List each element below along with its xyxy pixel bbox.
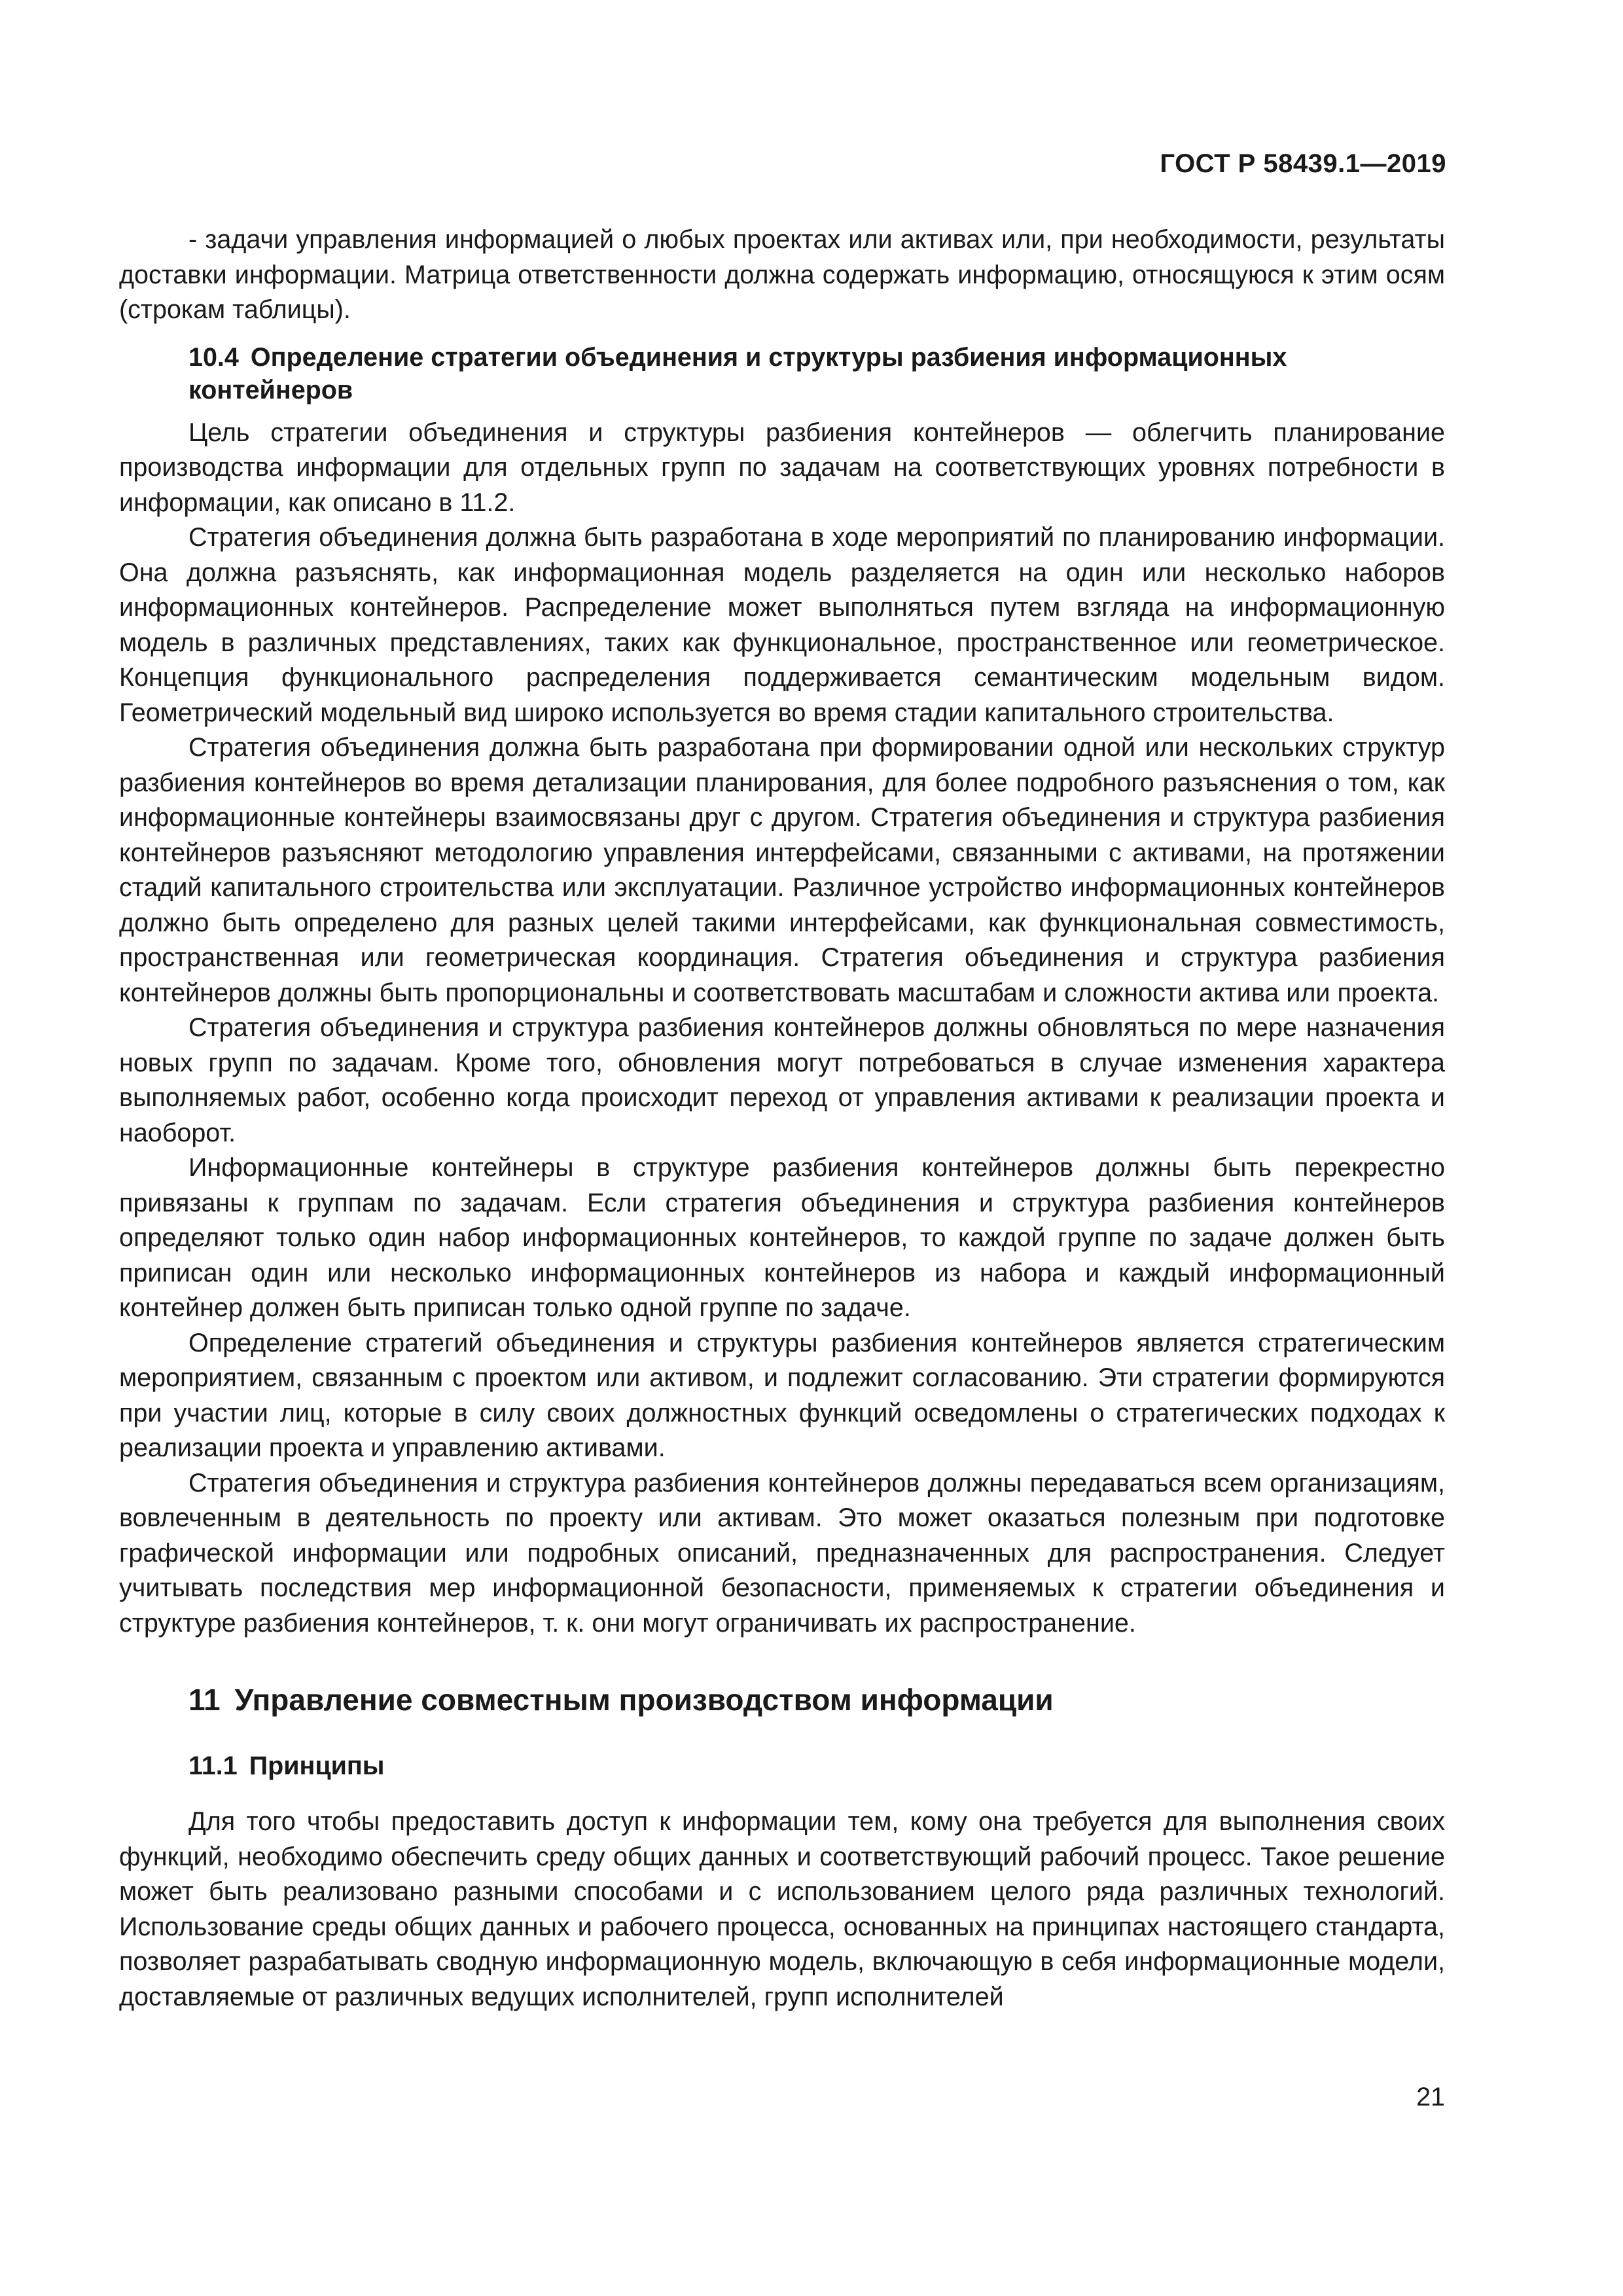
section-11-1-number: 11.1 <box>188 1751 238 1780</box>
section-10-4-paragraph-4: Стратегия объединения и структура разбиения контейнеров должны обновляться по мере назначения новых групп по задачам. Кроме того, обновления могут потребоваться в случае изменения характера выполняемых работ, особенно когда происходит переход от управления активами к реализации проекта и наоборот. <box>119 1013 1445 1147</box>
section-11-1-paragraph-1: Для того чтобы предоставить доступ к информации тем, кому она требуется для выполнения своих функций, необходимо обеспечить среду общих данных и соответствующий рабочий процесс. Такое решение может быть реализовано разными способами и с использованием целого ряда различных технологий. Использование среды общих данных и рабочего процесса, основанных на принципах настоящего стандарта, позволяет разрабатывать сводную информационную модель, включающую в себя информационные модели, доставляемые от различных ведущих исполнителей, групп исполнителей <box>119 1807 1445 2011</box>
section-11-title: Управление совместным производством информации <box>234 1683 1054 1717</box>
document-header: ГОСТ Р 58439.1—2019 <box>1160 149 1446 178</box>
section-10-4-number: 10.4 <box>188 342 239 372</box>
section-10-4-paragraph-6: Определение стратегий объединения и структуры разбиения контейнеров является стратегическим мероприятием, связанным с проектом или активом, и подлежит согласованию. Эти стратегии формируются при участии лиц, которые в силу своих должностных функций осведомлены о стратегических подходах к реализации проекта и управлению активами. <box>119 1328 1445 1462</box>
section-10-4-title-line1: Определение стратегии объединения и структуры разбиения информационных <box>250 342 1287 372</box>
section-11-heading <box>119 1681 1445 1718</box>
section-10-4-paragraph-7: Стратегия объединения и структура разбиения контейнеров должны передаваться всем организациям, вовлеченным в деятельность по проекту или активам. Это может оказаться полезным при подготовке графической информации или подробных описаний, предназначенных для распространения. Следует учитывать последствия мер информационной безопасности, применяемых к стратегии объединения и структуре разбиения контейнеров, т. к. они могут ограничивать их распространение. <box>119 1468 1445 1638</box>
section-10-4-paragraph-1: Цель стратегии объединения и структуры разбиения контейнеров — облегчить планирование производства информации для отдельных групп по задачам на соответствующих уровнях потребности в информации, как описано в 11.2. <box>119 418 1445 517</box>
section-10-4-title-line2: контейнеров <box>188 375 353 404</box>
section-11-1-title: Принципы <box>249 1751 385 1780</box>
section-11-1-heading <box>119 1749 1445 1782</box>
section-10-4-paragraph-3: Стратегия объединения должна быть разработана при формировании одной или нескольких структур разбиения контейнеров во время детализации планирования, для более подробного разъяснения о том, как информационные контейнеры взаимосвязаны друг с другом. Стратегия объединения и структура разбиения контейнеров разъясняют методологию управления интерфейсами, связанными с активами, на протяжении стадий капитального строительства или эксплуатации. Различное устройство информационных контейнеров должно быть определено для разных целей такими интерфейсами, как функциональная совместимость, пространственная или геометрическая координация. Стратегия объединения и структура разбиения контейнеров должны быть пропорциональны и соответствовать масштабам и сложности актива или проекта. <box>119 733 1445 1007</box>
intro-paragraph: - задачи управления информацией о любых проектах или активах или, при необходимости, результаты доставки информации. Матрица ответственности должна содержать информацию, относящуюся к этим осям (строкам таблицы). <box>119 225 1445 324</box>
document-content <box>119 223 1445 2015</box>
section-10-4-paragraph-2: Стратегия объединения должна быть разработана в ходе мероприятий по планированию информации. Она должна разъяснять, как информационная модель разделяется на один или несколько наборов информационных контейнеров. Распределение может выполняться путем взгляда на информационную модель в различных представлениях, таких как функциональное, пространственное или геометрическое. Концепция функционального распределения поддерживается семантическим модельным видом. Геометрический модельный вид широко используется во время стадии капитального строительства. <box>119 523 1445 727</box>
section-11-number: 11 <box>188 1683 221 1717</box>
page-number: 21 <box>1416 2083 1445 2111</box>
section-10-4-paragraph-5: Информационные контейнеры в структуре разбиения контейнеров должны быть перекрестно привязаны к группам по задачам. Если стратегия объединения и структура разбиения контейнеров определяют только один набор информационных контейнеров, то каждой группе по задаче должен быть приписан один или несколько информационных контейнеров из набора и каждый информационный контейнер должен быть приписан только одной группе по задаче. <box>119 1153 1445 1322</box>
section-10-4-heading <box>119 341 1445 406</box>
